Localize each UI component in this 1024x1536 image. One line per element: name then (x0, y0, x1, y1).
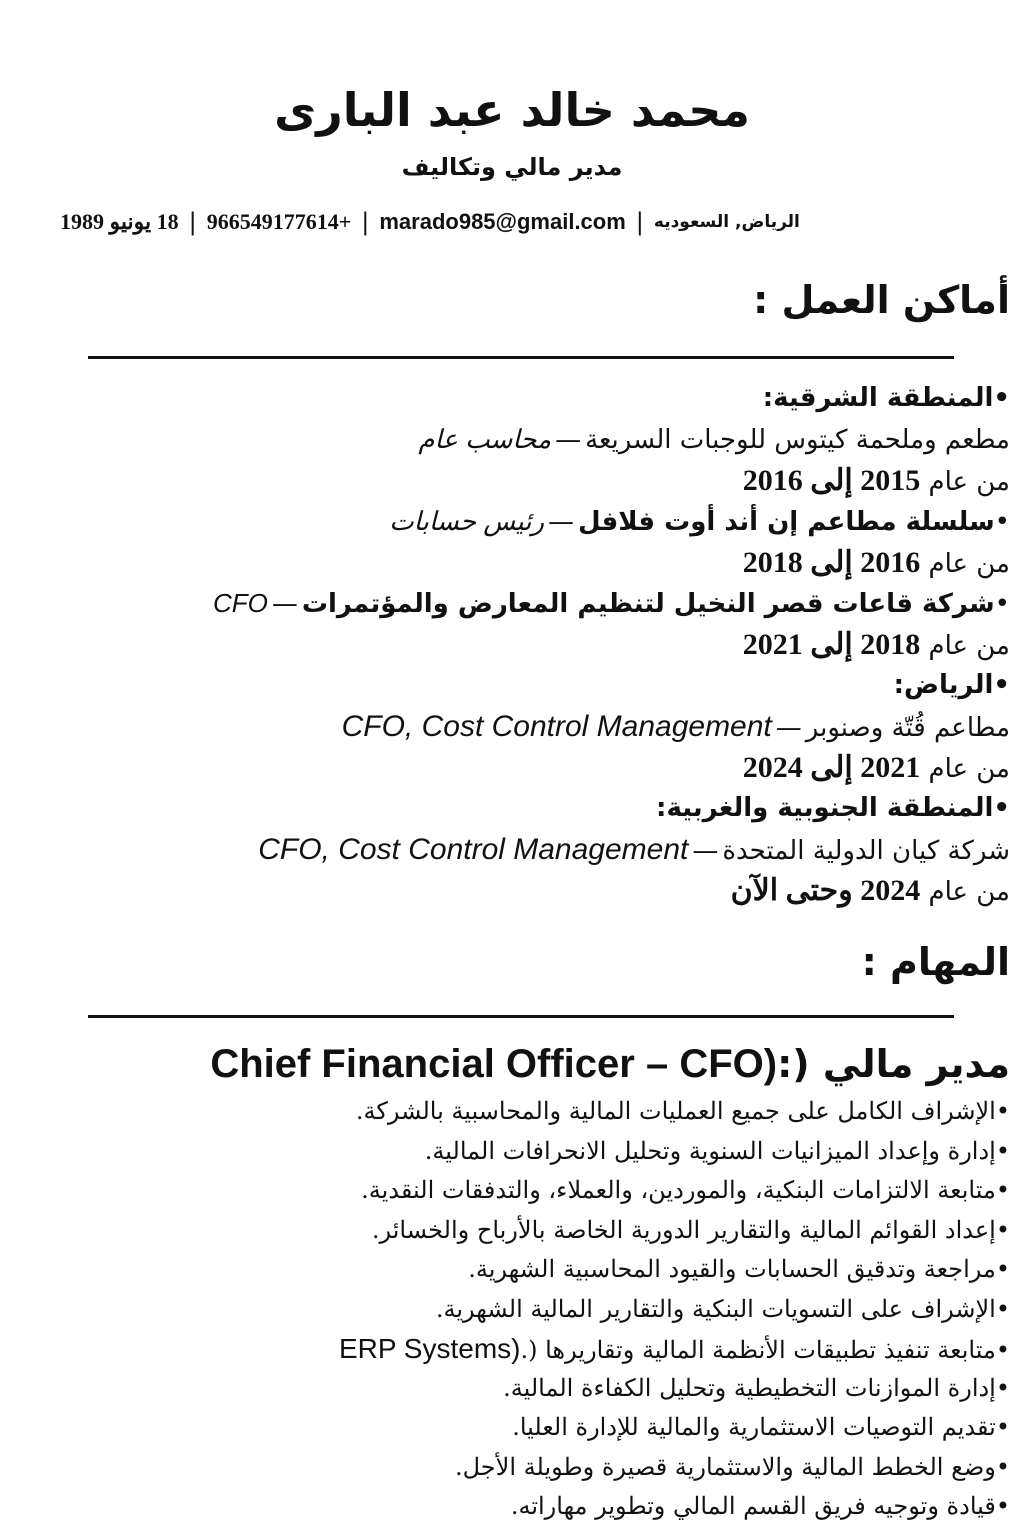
separator: | (188, 208, 197, 236)
bullet: • (995, 1413, 1010, 1441)
task-item: •إعداد القوائم المالية والتقارير الدورية الخاصة بالأرباح والخسائر. (371, 1215, 1010, 1244)
task-item: •تقديم التوصيات الاستثمارية والمالية للإدارة العليا. (512, 1413, 1010, 1441)
role-ar: مدير مالي (: (777, 1042, 1010, 1086)
task-item: •قيادة وتوجيه فريق القسم المالي وتطوير مهاراته. (510, 1492, 1010, 1520)
job-entry (10, 829, 1010, 870)
workplaces-heading: أماكن العمل : (753, 278, 1010, 322)
task-item: •إدارة وإعداد الميزانيات السنوية وتحليل الانحرافات المالية. (424, 1136, 1010, 1165)
task-item: •إدارة الموازنات التخطيطية وتحليل الكفاءة المالية. (503, 1373, 1010, 1402)
separator: | (361, 208, 370, 236)
bullet: • (993, 670, 1010, 700)
company-name: سلسلة مطاعم إن أند أوت فلافل (578, 507, 995, 537)
bullet: • (994, 589, 1010, 619)
phone-number: 966549177614+ (206, 209, 352, 234)
bullet: • (995, 1373, 1010, 1402)
company-name: شركة قاعات قصر النخيل لتنظيم المعارض والمؤتمرات (301, 589, 995, 619)
task-item: •متابعة الالتزامات البنكية، والموردين، والعملاء، والتدفقات النقدية. (361, 1176, 1010, 1204)
region-heading: •المنطقة الشرقية: (762, 383, 1010, 413)
job-role: CFO, Cost Control Management (341, 710, 772, 743)
bullet: • (993, 793, 1010, 823)
job-period: من عام 2021 إلى 2024 (742, 751, 1010, 784)
bullet: • (995, 1452, 1010, 1481)
region-heading: •المنطقة الجنوبية والغربية: (656, 793, 1010, 823)
region-heading: •الرياض: (893, 670, 1010, 700)
job-title: مدير مالي وتكاليف (401, 153, 623, 181)
location: الرياض, السعوديه (653, 212, 800, 232)
bullet: • (995, 1336, 1010, 1364)
birth-date: 18 يونيو 1989 (60, 209, 179, 234)
job-entry (10, 706, 1010, 747)
task-item: •مراجعة وتدقيق الحسابات والقيود المحاسبية الشهرية. (468, 1255, 1010, 1283)
bullet: • (994, 507, 1010, 537)
workplaces-list (10, 378, 1010, 911)
task-item: •وضع الخطط المالية والاستثمارية قصيرة وطويلة الأجل. (455, 1452, 1010, 1481)
dash: — (555, 425, 582, 455)
tasks-list (10, 1092, 1010, 1527)
separator: | (635, 208, 644, 236)
section-divider (88, 356, 954, 359)
company-name: شركة كيان الدولية المتحدة (722, 836, 1010, 866)
dash: — (548, 507, 575, 537)
bullet: • (993, 383, 1010, 413)
job-entry (10, 583, 1010, 624)
job-period: من عام 2018 إلى 2021 (742, 628, 1010, 661)
task-item: •متابعة تنفيذ تطبيقات الأنظمة المالية وتقاريرها (.ERP Systems) (338, 1333, 1010, 1364)
task-item: •الإشراف الكامل على جميع العمليات المالية والمحاسبية بالشركة. (355, 1097, 1010, 1125)
role-en: Chief Financial Officer – CFO) (210, 1042, 778, 1086)
contact-bar (60, 202, 960, 242)
job-entry (10, 501, 1010, 542)
job-role: رئيس حسابات (389, 506, 545, 536)
bullet: • (995, 1255, 1010, 1283)
bullet: • (995, 1136, 1010, 1165)
bullet: • (995, 1492, 1010, 1520)
job-role: CFO (212, 588, 268, 618)
job-period: من عام 2024 وحتى الآن (730, 874, 1010, 907)
job-period: من عام 2015 إلى 2016 (742, 464, 1010, 497)
company-name: مطاعم قُتّة وصنوبر (805, 713, 1010, 743)
dash: — (775, 713, 802, 743)
bullet: • (995, 1176, 1010, 1204)
job-entry (10, 419, 1010, 460)
dash: — (271, 589, 298, 619)
company-name: مطعم وملحمة كيتوس للوجبات السريعة (585, 425, 1010, 455)
section-divider (88, 1015, 954, 1018)
bullet: • (995, 1215, 1010, 1244)
bullet: • (995, 1294, 1010, 1323)
job-role: CFO, Cost Control Management (258, 833, 689, 866)
candidate-name: محمد خالد عبد البارى (274, 83, 750, 137)
email-link[interactable]: marado985@gmail.com (379, 209, 626, 234)
dash: — (692, 836, 719, 866)
job-role: محاسب عام (418, 424, 552, 454)
bullet: • (995, 1097, 1010, 1125)
task-item: •الإشراف على التسويات البنكية والتقارير المالية الشهرية. (435, 1294, 1010, 1323)
job-period: من عام 2016 إلى 2018 (742, 546, 1010, 579)
role-heading (210, 1036, 1010, 1092)
tasks-heading: المهام : (861, 940, 1010, 984)
